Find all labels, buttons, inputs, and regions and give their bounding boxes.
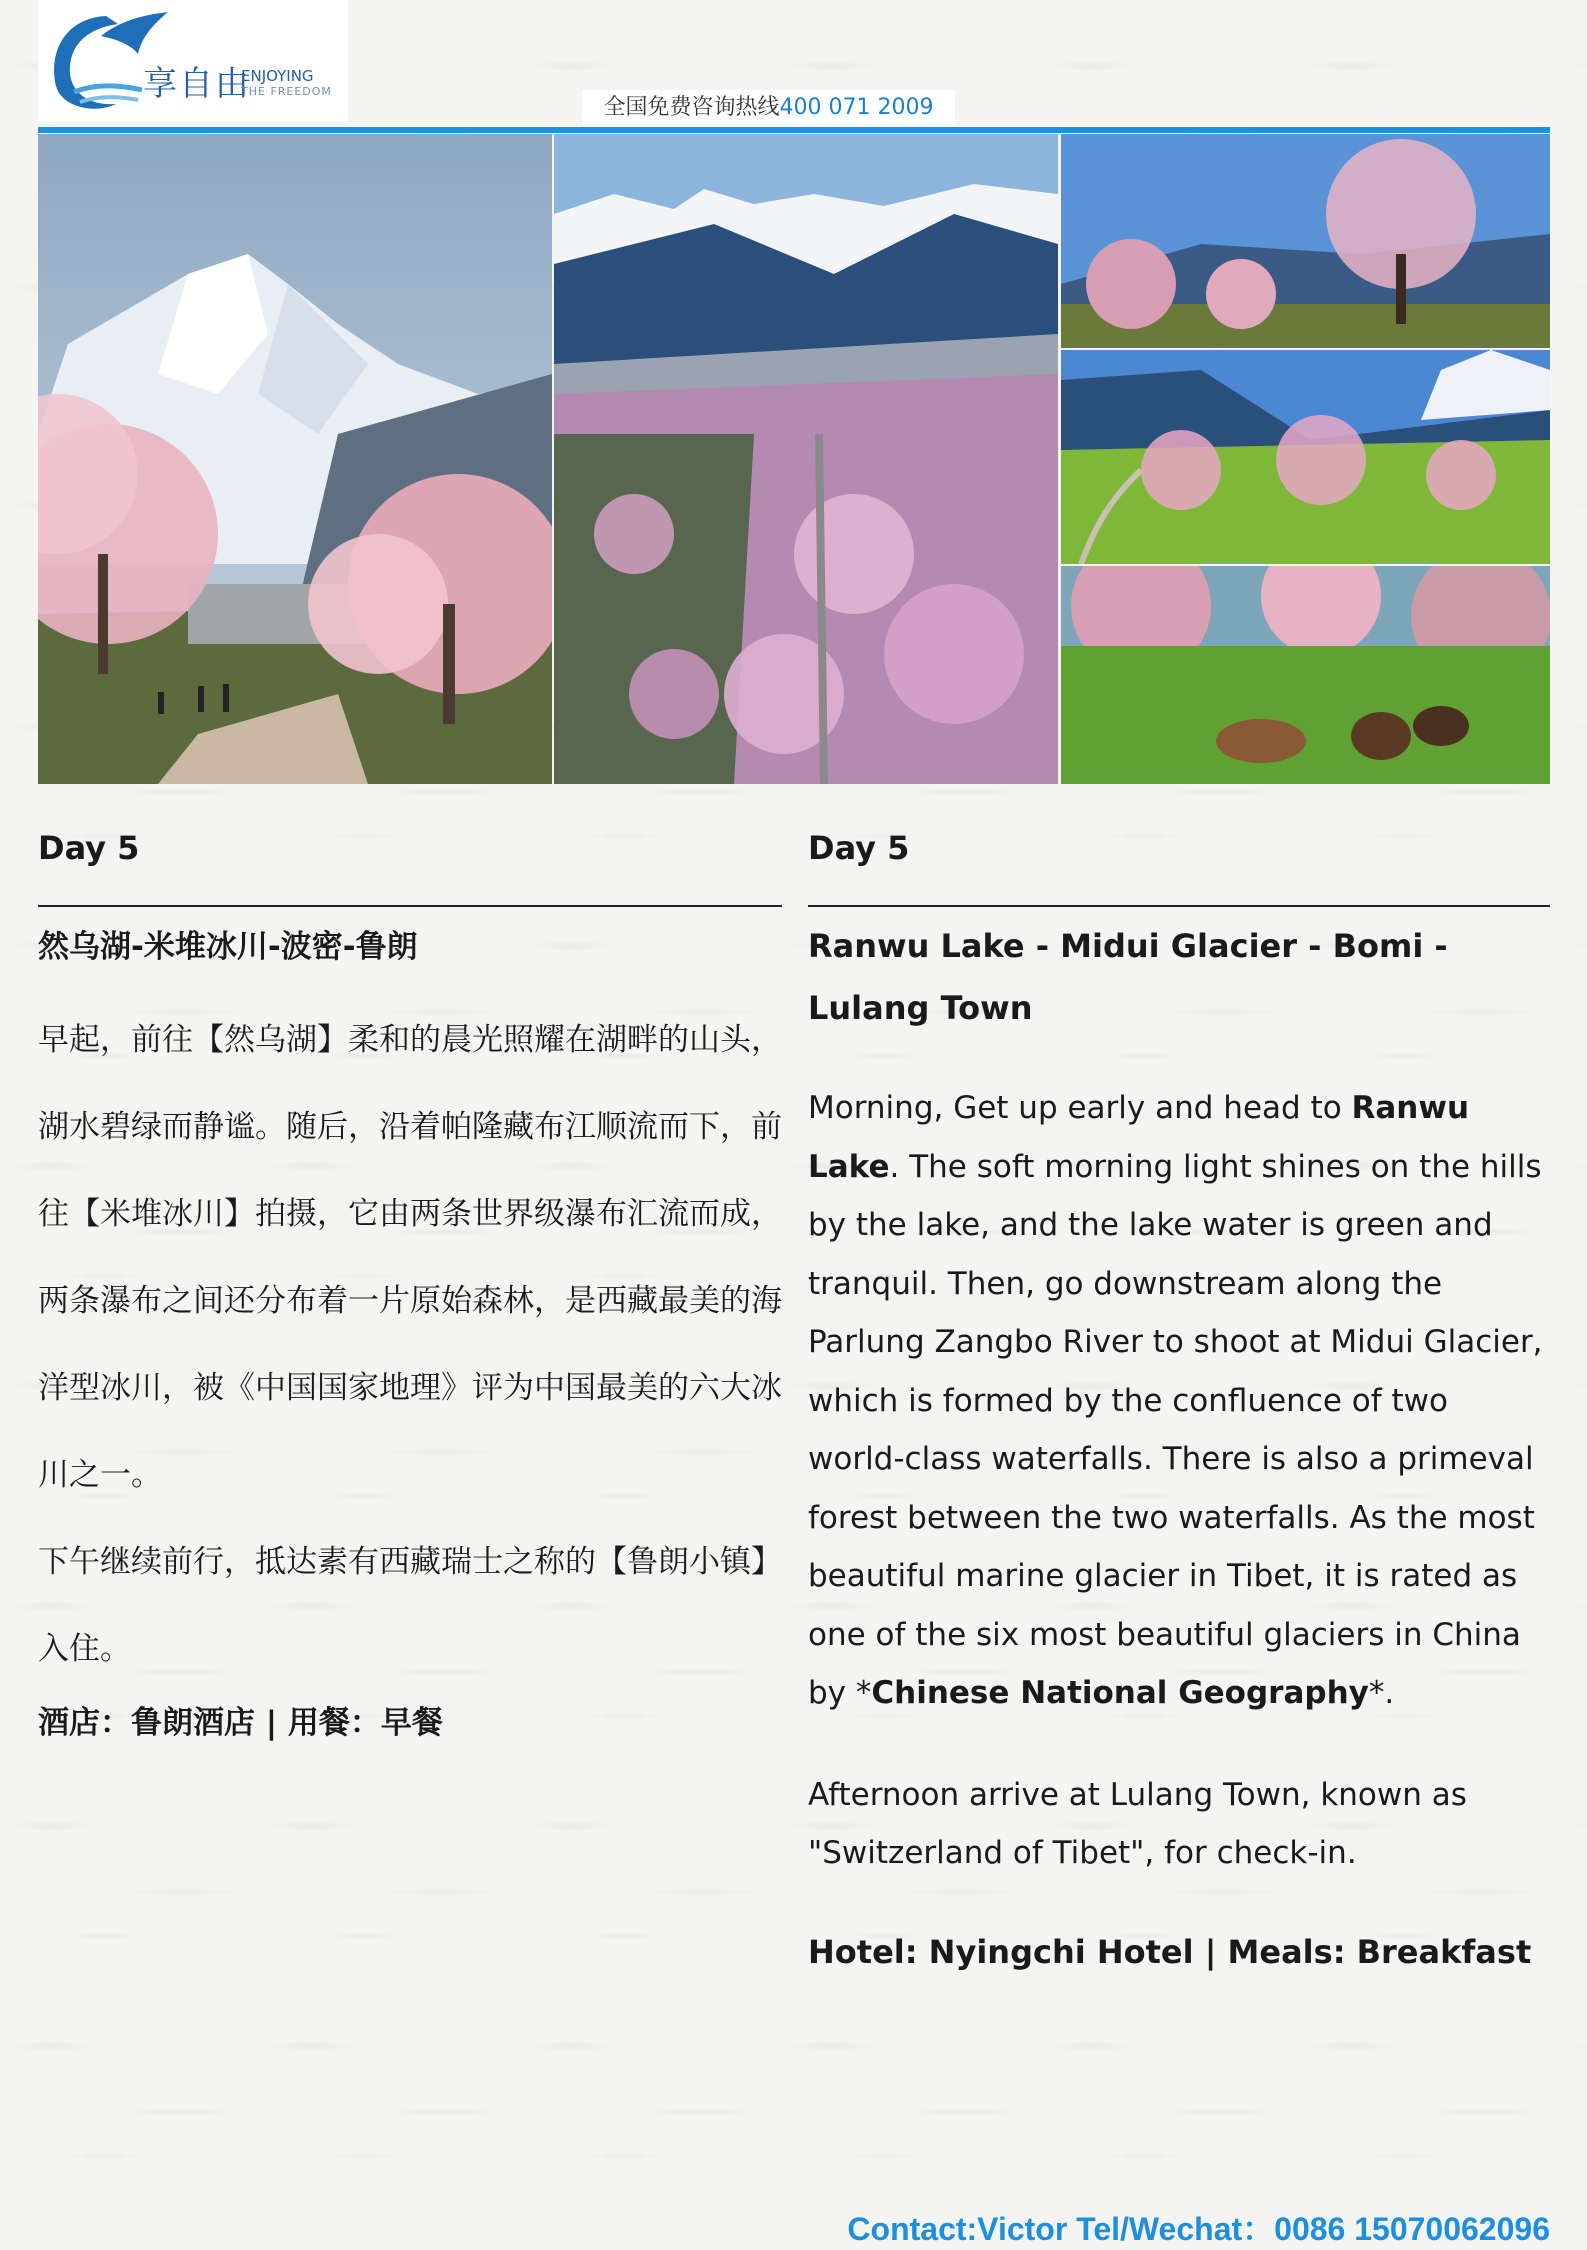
hotline-number[interactable]: 400 071 2009: [779, 95, 934, 120]
photo-blossom-valley-aerial: [554, 134, 1058, 784]
para-bold-cng: Chinese National Geography: [871, 1675, 1369, 1711]
chinese-itinerary-column: [38, 818, 782, 1753]
right-paragraph-morning: [808, 1079, 1550, 1723]
left-route-title: 然乌湖-米堆冰川-波密-鲁朗: [38, 929, 418, 965]
right-day-heading: Day 5: [808, 829, 910, 867]
right-hotel-meals: Hotel: Nyingchi Hotel | Meals: Breakfast: [808, 1932, 1532, 1971]
left-paragraph-morning: 早起，前往【然乌湖】柔和的晨光照耀在湖畔的山头，湖水碧绿而静谧。随后，沿着帕隆藏布江顺流而下，前往【米堆冰川】拍摄，它由两条世界级瀑布汇流而成，两条瀑布之间还分布着一片原始森林，是西藏最美的海洋型冰川，被《中国国家地理》评为中国最美的六大冰川之一。: [38, 1022, 782, 1493]
contact-footer[interactable]: Contact:Victor Tel/Wechat：0086 15070062096: [847, 2211, 1550, 2247]
left-day-heading: Day 5: [38, 829, 140, 867]
left-hotel-meals: 酒店：鲁朗酒店 | 用餐：早餐: [38, 1705, 443, 1741]
photo-lone-blossom-tree: [1061, 134, 1550, 348]
photo-cattle-meadow: [1061, 566, 1550, 784]
right-paragraph-afternoon: Afternoon arrive at Lulang Town, known as "Switzerland of Tibet", for check-in.: [808, 1776, 1467, 1871]
para-text: . The soft morning light shines on the hills by the lake, and the lake water is green and tranquil. Then, go downstream along the Parlung Zangbo River to shoot at Midui Glacier, which is formed by the confluence of two world-class waterfalls. There is also a primeval forest between the two waterfalls. As the most beautiful marine glacier in Tibet, it is rated as one of the six most beautiful glaciers in China by *: [808, 1148, 1543, 1711]
logo: [38, 0, 348, 122]
left-divider: [38, 905, 782, 907]
header-divider: [38, 127, 1550, 133]
photo-strip: [38, 134, 1550, 784]
logo-en-sub: THE FREEDOM: [241, 85, 332, 98]
photo-snow-mountain-village: [38, 134, 552, 784]
hotline-banner: [582, 90, 955, 126]
photo-green-valley-blossoms: [1061, 350, 1550, 564]
hotline-label: 全国免费咨询热线: [603, 95, 780, 120]
left-paragraph-afternoon: 下午继续前行，抵达素有西藏瑞士之称的【鲁朗小镇】入住。: [38, 1544, 782, 1667]
logo-en-main: ENJOYING: [241, 67, 314, 85]
para-text: *.: [1368, 1675, 1395, 1711]
right-route-title: Ranwu Lake - Midui Glacier - Bomi - Lulang Town: [808, 927, 1448, 1027]
right-divider: [808, 905, 1550, 907]
para-text: Morning, Get up early and head to: [808, 1090, 1352, 1126]
logo-chinese-text: 享自由: [143, 64, 251, 104]
para-bold-ranwu: Ranwu Lake: [808, 1090, 1470, 1185]
logo-english-text: [241, 68, 332, 100]
english-itinerary-column: [808, 818, 1550, 1982]
